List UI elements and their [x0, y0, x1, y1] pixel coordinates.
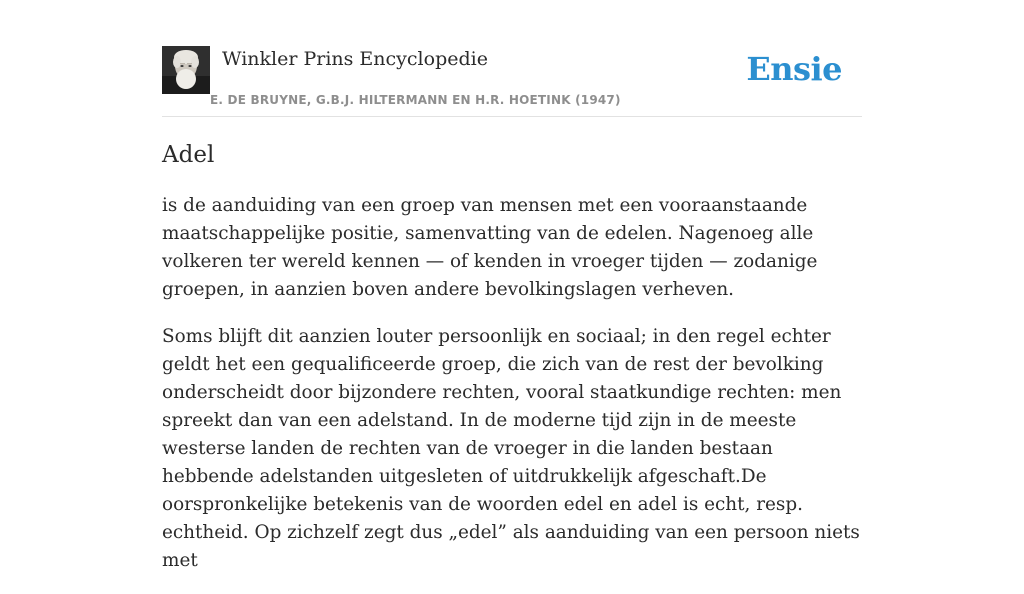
- author-avatar: [162, 46, 210, 94]
- source-authors: E. DE BRUYNE, G.B.J. HILTERMANN EN H.R. HOETINK (1947): [210, 93, 621, 107]
- portrait-image: [162, 46, 210, 94]
- article-body: [162, 192, 862, 594]
- article-paragraph: is de aanduiding van een groep van mensen met een vooraanstaande maatschappelijke positie, samenvatting van de edelen. Nagenoeg alle volkeren ter wereld kennen — of kenden in vroeger tijden — zodanige groepen, in aanzien boven andere bevolkingslagen verheven.: [162, 195, 818, 300]
- source-header: [162, 46, 862, 117]
- source-title[interactable]: Winkler Prins Encyclopedie: [222, 48, 488, 70]
- brand-logo[interactable]: Ensie: [746, 50, 842, 88]
- article-title: Adel: [162, 142, 215, 168]
- article-paragraph: Soms blijft dit aanzien louter persoonlijk en sociaal; in den regel echter geldt het een gequalificeerde groep, die zich van de rest der bevolking onderscheidt door bijzondere rechten, vooral staatkundige rechten: men spreekt dan van een adelstand. In de moderne tijd zijn in de meeste westerse landen de rechten van de vroeger in die landen bestaan hebbende adelstanden uitgesleten of uitdrukkelijk afgeschaft.De oorspronkelijke betekenis van de woorden edel en adel is echt, resp. echtheid. Op zichzelf zegt dus „edel” als aanduiding van een persoon niets met: [162, 326, 860, 571]
